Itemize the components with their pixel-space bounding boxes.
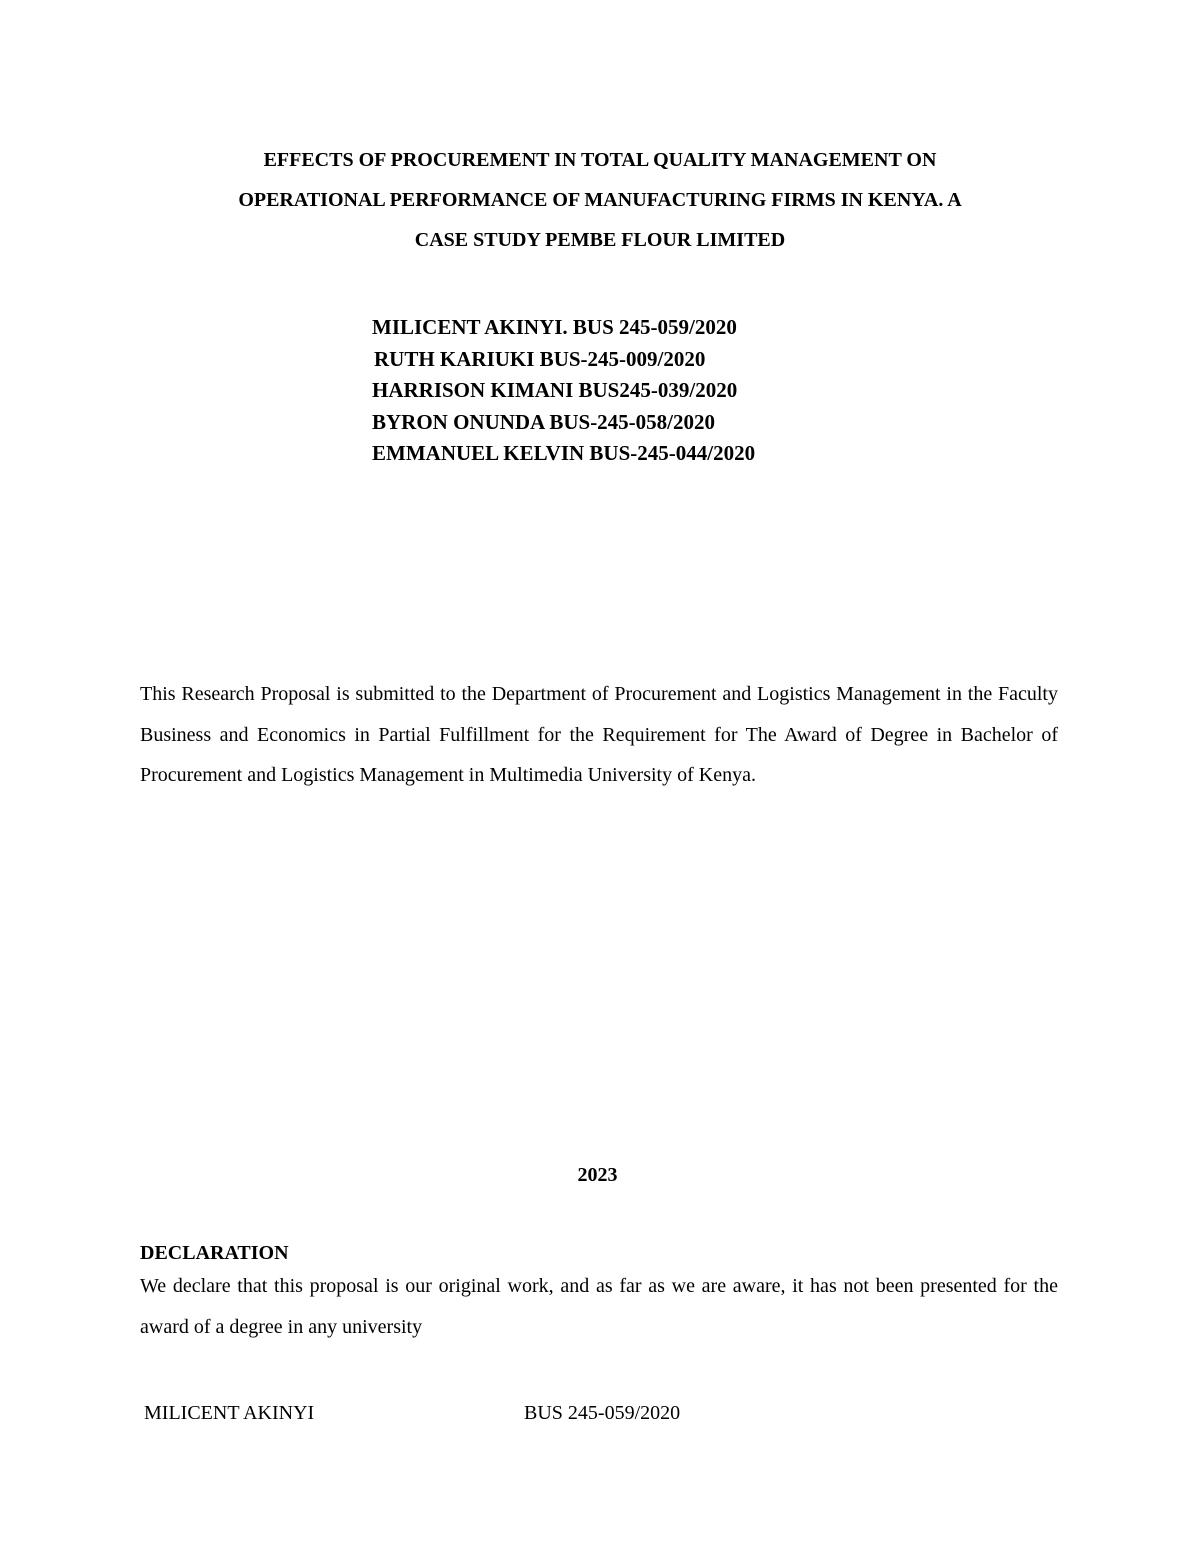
author-1: MILICENT AKINYI. BUS 245-059/2020: [372, 315, 737, 339]
title-line-2: OPERATIONAL PERFORMANCE OF MANUFACTURING FIRMS IN KENYA. A: [238, 189, 962, 211]
author-list: [372, 312, 755, 470]
declaration-heading: DECLARATION: [140, 1242, 289, 1264]
signature-registration: BUS 245-059/2020: [524, 1402, 681, 1424]
author-4: BYRON ONUNDA BUS-245-058/2020: [372, 409, 716, 434]
submission-statement: This Research Proposal is submitted to the Department of Procurement and Logistics Management in the Faculty Business and Economics in Partial Fulfillment for the Requirement for The Award of Degree in Bachelor of Procurement and Logistics Management in Multimedia University of Kenya.: [140, 683, 1058, 786]
title-line-3: CASE STUDY PEMBE FLOUR LIMITED: [414, 229, 786, 251]
signature-name: MILICENT AKINYI: [144, 1402, 315, 1424]
author-5: EMMANUEL KELVIN BUS-245-044/2020: [372, 441, 756, 465]
title-line-1: EFFECTS OF PROCUREMENT IN TOTAL QUALITY MANAGEMENT ON: [263, 149, 937, 171]
declaration-text: We declare that this proposal is our original work, and as far as we are aware, it has not been presented for the award of a degree in any university: [140, 1275, 1058, 1338]
author-3: HARRISON KIMANI BUS245-039/2020: [372, 378, 738, 402]
submission-year: 2023: [577, 1164, 618, 1186]
document-title: [140, 140, 1060, 260]
author-2: RUTH KARIUKI BUS-245-009/2020: [374, 346, 706, 371]
